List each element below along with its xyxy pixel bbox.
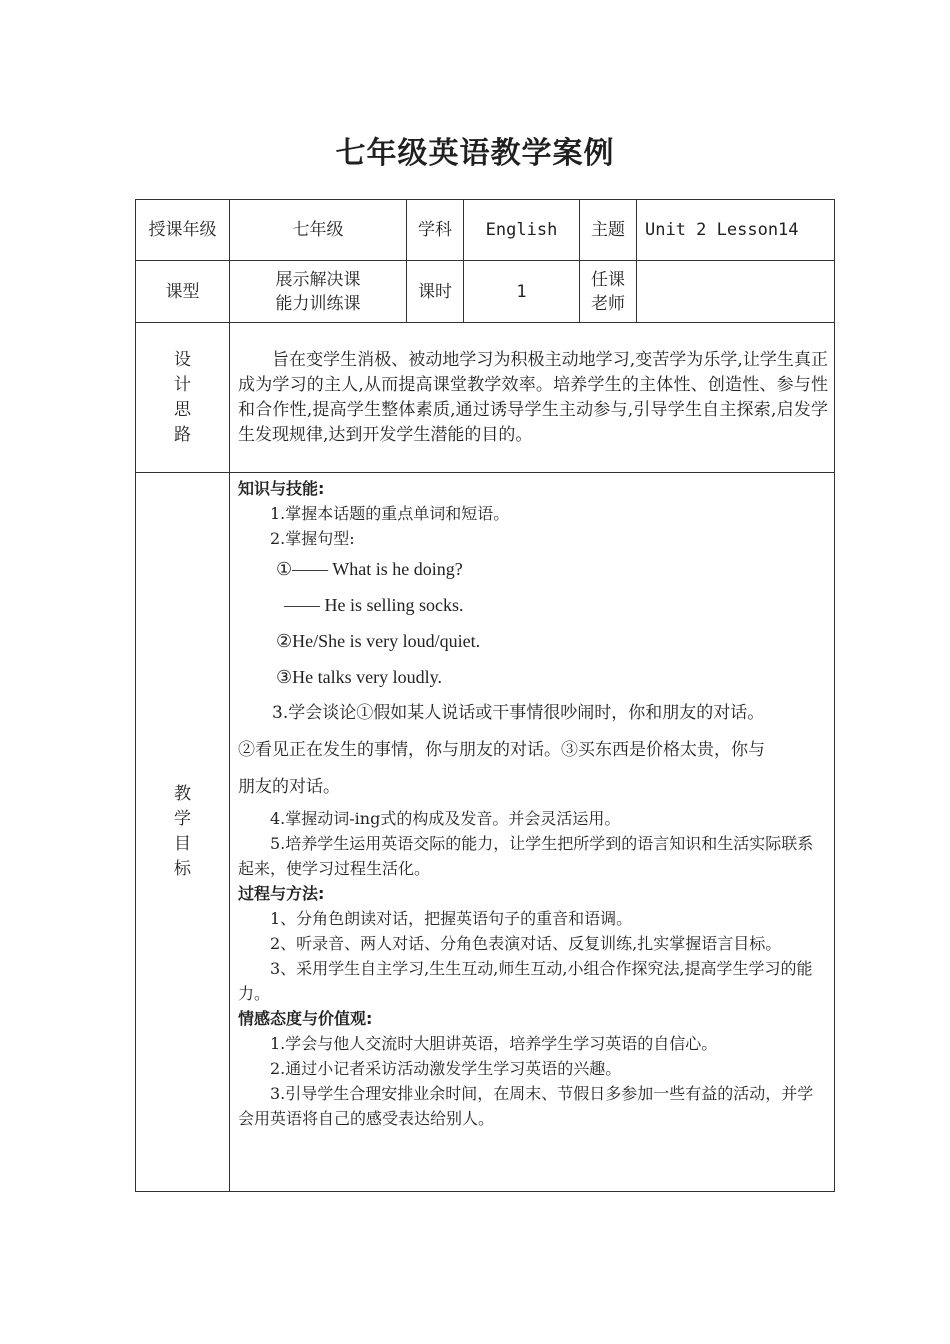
topic-label: 主题 — [580, 200, 637, 261]
info-row-1 — [136, 200, 835, 261]
type-value-line-1: 展示解决课 — [275, 269, 361, 290]
emotion-item-1: 1.学会与他人交流时大胆讲英语，培养学生学习英语的自信心。 — [270, 1034, 718, 1053]
process-item-3: 3、采用学生自主学习,生生互动,师生互动,小组合作探究法,提高学生学习的能力。 — [238, 959, 813, 1003]
process-item-2: 2、听录音、两人对话、分角色表演对话、反复训练,扎实掌握语言目标。 — [270, 934, 782, 953]
lesson-plan-table — [135, 199, 835, 1192]
hours-label: 课时 — [407, 261, 464, 323]
grade-label: 授课年级 — [136, 200, 230, 261]
sentence-3: ②He/She is very loud/quiet. — [276, 631, 481, 651]
page-title: 七年级英语教学案例 — [335, 136, 615, 171]
process-heading: 过程与方法: — [238, 884, 325, 903]
design-label-char: 路 — [174, 424, 191, 445]
knowledge-item-1: 1.掌握本话题的重点单词和短语。 — [270, 504, 510, 523]
design-text-cell — [230, 323, 835, 473]
sentence-1: ①—— What is he doing? — [276, 559, 463, 579]
goals-row — [136, 473, 835, 1192]
goals-label-char: 目 — [174, 834, 191, 854]
knowledge-item-3-line-2: ②看见正在发生的事情，你与朋友的对话。③买东西是价格太贵，你与 — [238, 740, 765, 760]
knowledge-item-5: 5.培养学生运用英语交际的能力，让学生把所学到的语言知识和生活实际联系起来，使学习过程生活化。 — [238, 834, 814, 878]
emotion-heading: 情感态度与价值观: — [238, 1009, 373, 1028]
subject-label: 学科 — [407, 200, 464, 261]
type-label: 课型 — [136, 261, 230, 323]
process-item-1: 1、分角色朗读对话，把握英语句子的重音和语调。 — [270, 909, 633, 928]
knowledge-item-2: 2.掌握句型: — [270, 529, 355, 548]
design-text: 旨在变学生消极、被动地学习为积极主动地学习,变苦学为乐学,让学生真正成为学习的主人,从而提高课堂教学效率。培养学生的主体性、创造性、参与性和合作性,提高学生整体素质,通过诱导学生主动参与,引导学生自主探索,启发学生发现规律,达到开发学生潜能的目的。 — [238, 349, 828, 445]
teacher-label-line-2: 老师 — [591, 293, 625, 314]
design-label-char: 设 — [174, 349, 191, 370]
design-label-char: 计 — [174, 374, 191, 395]
knowledge-item-3-line-1: 3.学会谈论①假如某人说话或干事情很吵闹时，你和朋友的对话。 — [272, 703, 765, 723]
info-row-2 — [136, 261, 835, 323]
grade-value: 七年级 — [230, 200, 407, 261]
teacher-value — [637, 261, 835, 323]
goals-content — [230, 473, 835, 1192]
knowledge-heading: 知识与技能: — [238, 479, 325, 498]
design-label — [136, 323, 230, 473]
design-label-char: 思 — [174, 399, 191, 420]
subject-value: English — [464, 200, 580, 261]
knowledge-item-3-line-3: 朋友的对话。 — [238, 777, 340, 797]
knowledge-item-4: 4.掌握动词-ing式的构成及发音。并会灵活运用。 — [270, 809, 621, 828]
sentence-2: —— He is selling socks. — [284, 595, 464, 615]
teacher-label — [580, 261, 637, 323]
teacher-label-line-1: 任课 — [591, 269, 625, 290]
sentence-4: ③He talks very loudly. — [276, 667, 442, 687]
goals-label-char: 教 — [174, 784, 191, 804]
type-value-line-2: 能力训练课 — [275, 293, 361, 314]
topic-value: Unit 2 Lesson14 — [637, 200, 835, 261]
design-row — [136, 323, 835, 473]
goals-label-char: 标 — [174, 859, 191, 879]
emotion-item-3: 3.引导学生合理安排业余时间，在周末、节假日多参加一些有益的活动，并学会用英语将自己的感受表达给别人。 — [238, 1084, 814, 1128]
emotion-item-2: 2.通过小记者采访活动激发学生学习英语的兴趣。 — [270, 1059, 622, 1078]
hours-value: 1 — [464, 261, 580, 323]
type-value — [230, 261, 407, 323]
goals-label-char: 学 — [174, 809, 191, 829]
goals-label — [136, 473, 230, 1192]
